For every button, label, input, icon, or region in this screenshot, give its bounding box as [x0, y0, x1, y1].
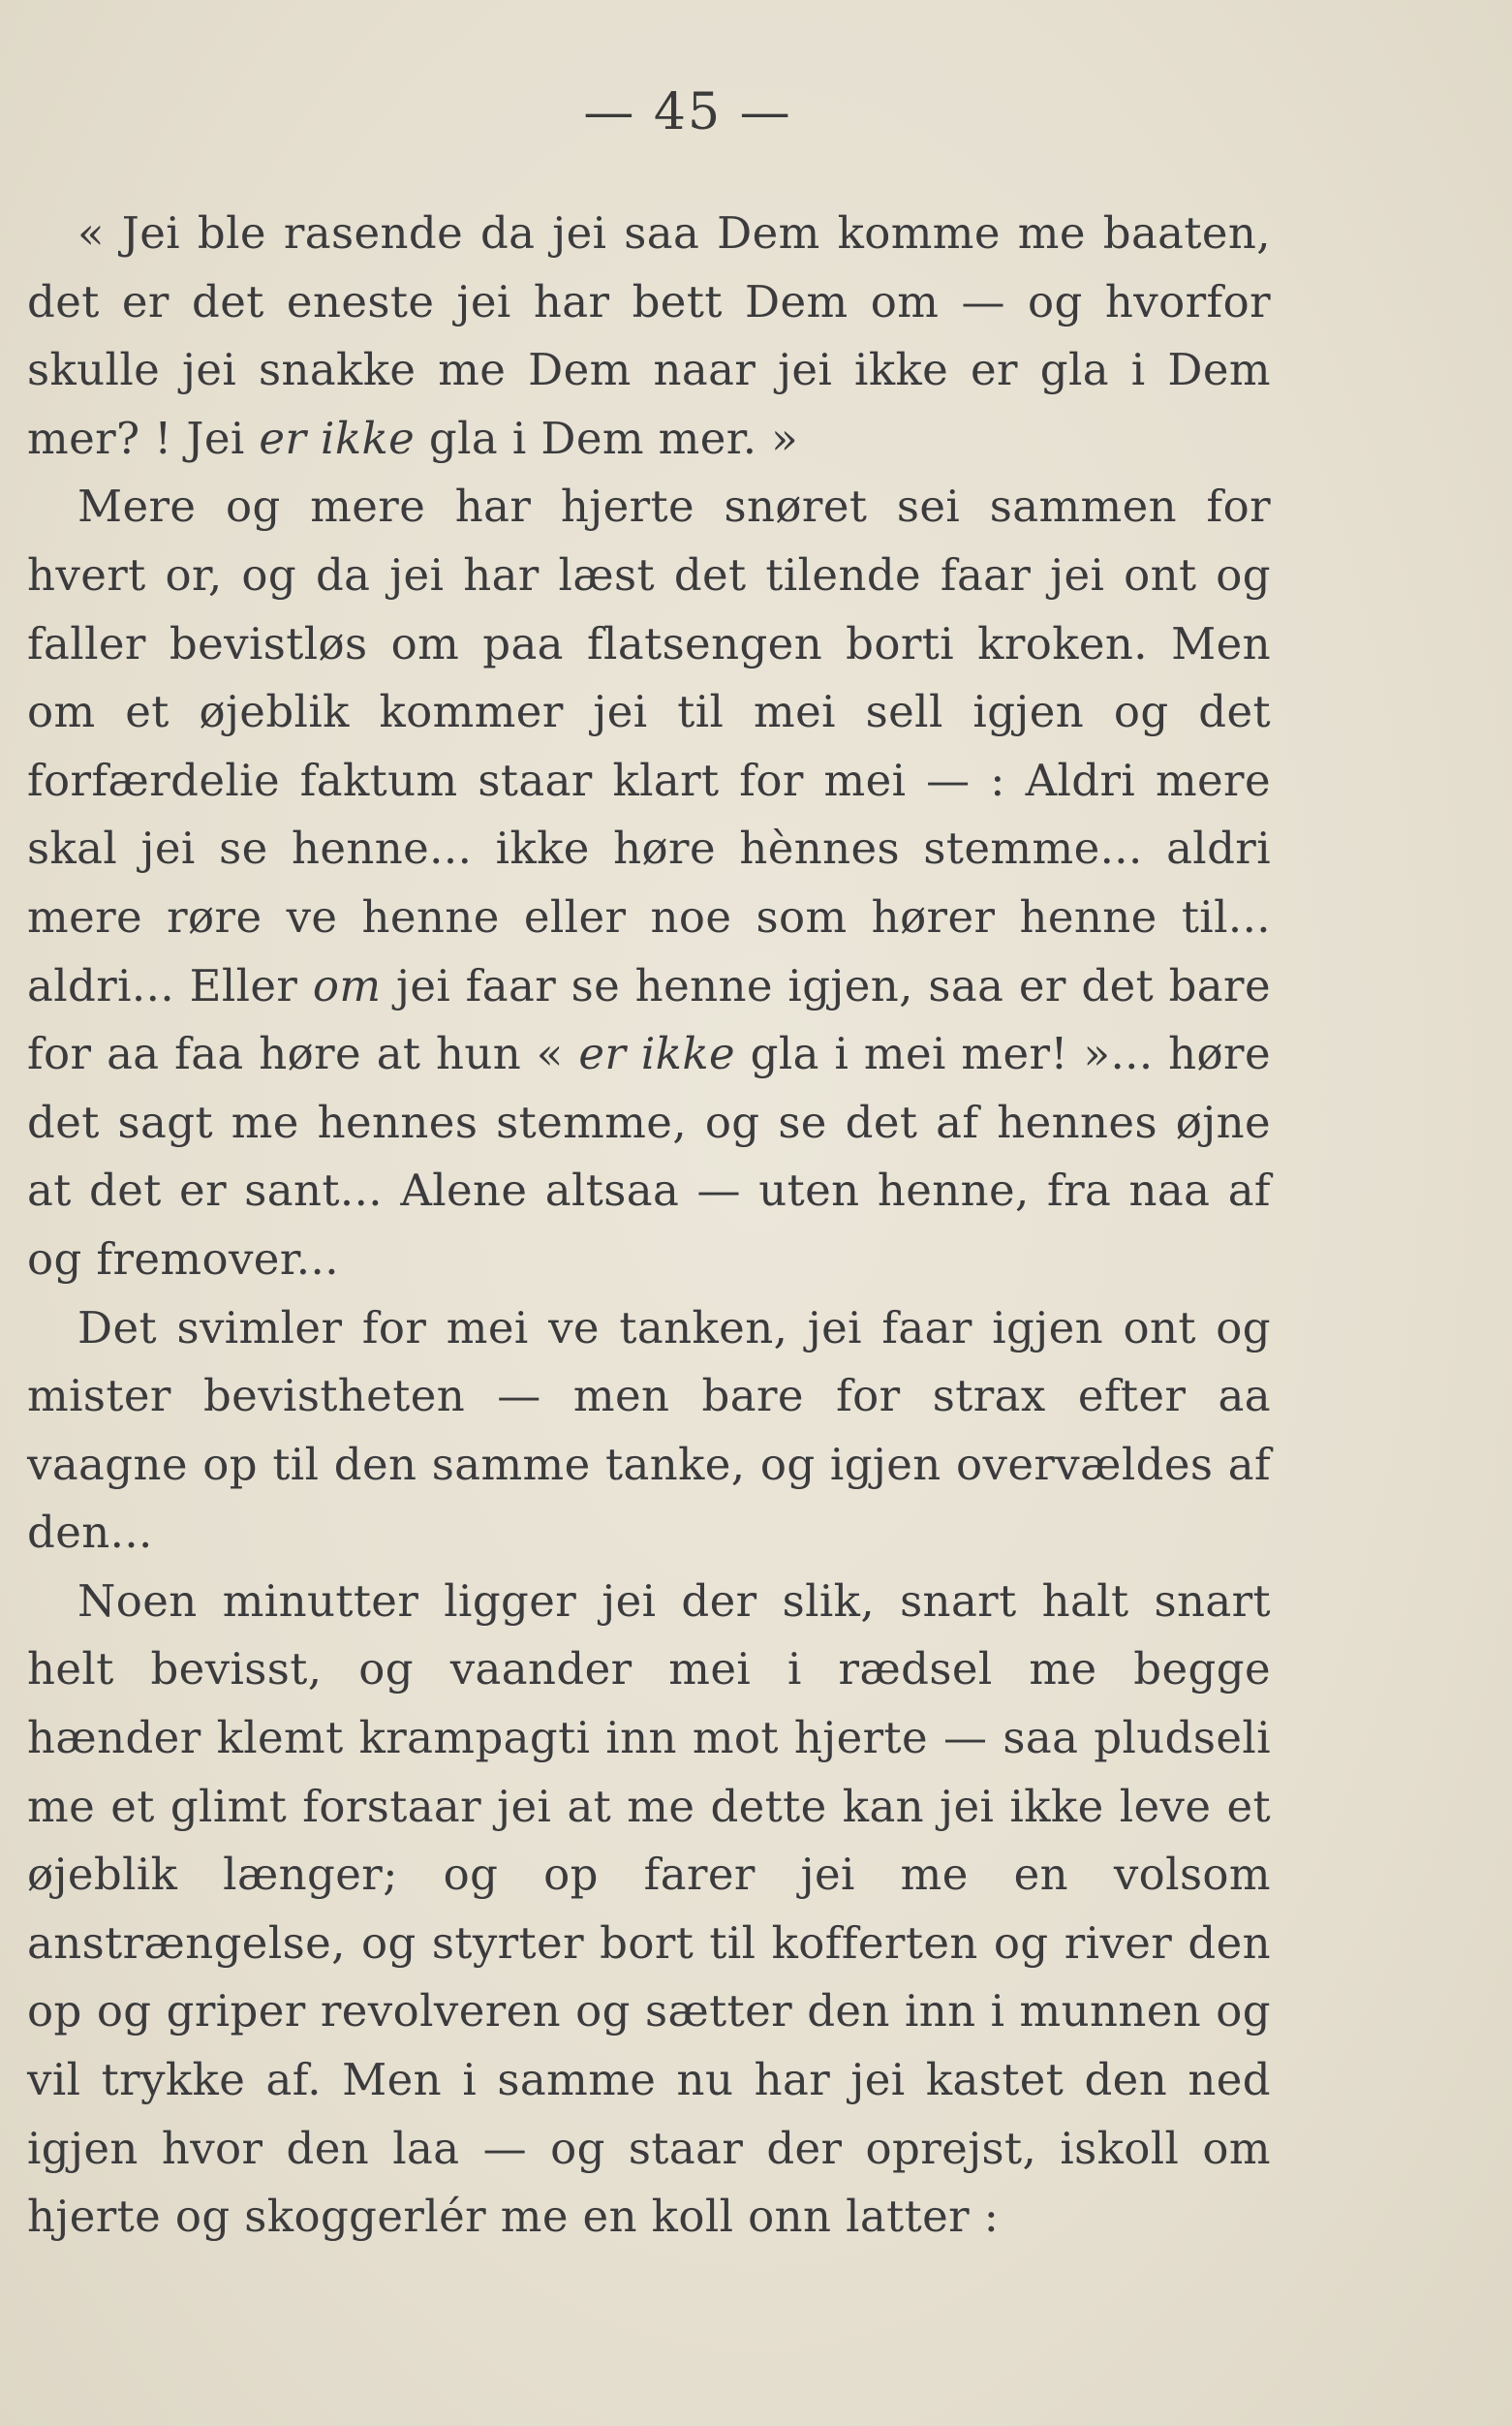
italic-text-run: er ikke: [259, 412, 416, 464]
text-run: jei faar se henne igjen, saa er det bare for aa faa høre at hun «: [27, 959, 1271, 1080]
paragraph: [27, 200, 1271, 473]
paragraph: [27, 473, 1271, 1293]
text-run: « Jei ble rasende da jei saa Dem komme me baaten, det er det eneste jei har bett Dem om — og hvorfor skulle jei snakke me Dem naar jei ikke er gla i Dem mer? ! Jei: [27, 207, 1271, 464]
text-run: gla i Dem mer. »: [415, 412, 799, 464]
italic-text-run: om: [312, 959, 382, 1011]
text-run: gla i mei mer! »... høre det sagt me hennes stemme, og se det af hennes øjne at det er sant... Alene altsaa — uten henne, fra naa af og fremover...: [27, 1028, 1271, 1285]
paragraph: [27, 1568, 1271, 2252]
paragraph: [27, 1294, 1271, 1568]
italic-text-run: er ikke: [578, 1028, 736, 1080]
page-number: — 45 —: [583, 83, 792, 141]
text-run: Noen minutter ligger jei der slik, snart halt snart helt bevisst, og vaander mei i rædsel me begge hænder klemt krampagti inn mot hjerte — saa pludseli me et glimt forstaar jei at me dette kan jei ikke leve et øjeblik længer; og op farer jei me en volsom anstrængelse, og styrter bort til kofferten og river den op og griper revolveren og sætter den inn i munnen og vil trykke af. Men i samme nu har jei kastet den ned igjen hvor den laa — og staar der oprejst, iskoll om hjerte og skoggerlér me en koll onn latter :: [27, 1574, 1271, 2243]
text-run: Mere og mere har hjerte snøret sei sammen for hvert or, og da jei har læst det tilende faar jei ont og faller bevistløs om paa flatsengen borti kroken. Men om et øjeblik kommer jei til mei sell igjen og det forfærdelie faktum staar klart for mei — : Aldri mere skal jei se henne... ikke høre hènnes stemme... aldri mere røre ve henne eller noe som hører henne til... aldri... Eller: [27, 481, 1271, 1011]
body-text: [27, 200, 1271, 2252]
text-run: Det svimler for mei ve tanken, jei faar igjen ont og mister bevistheten — men bare for strax efter aa vaagne op til den samme tanke, og igjen overvældes af den...: [27, 1301, 1271, 1559]
